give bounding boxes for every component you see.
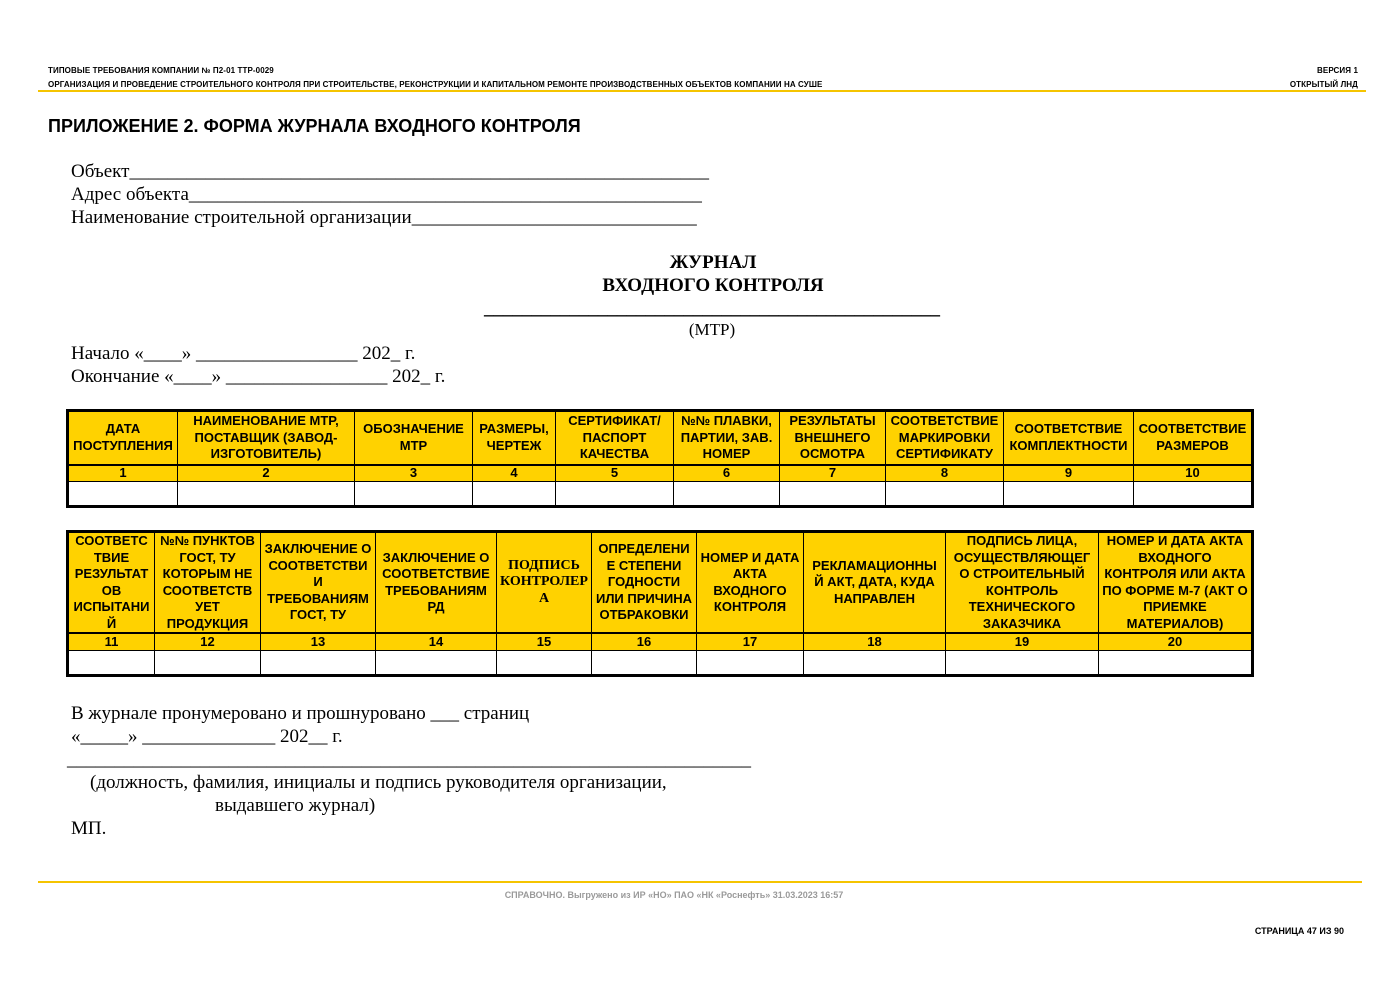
col-number: 4 bbox=[473, 465, 556, 482]
signature-caption-2: выдавшего журнал) bbox=[215, 795, 376, 816]
col-header-18: РЕКЛАМАЦИОННЫ Й АКТ, ДАТА, КУДА НАПРАВЛЕН bbox=[804, 532, 946, 634]
col-header-9: СООТВЕТСТВИЕ КОМПЛЕКТНОСТИ bbox=[1004, 411, 1134, 465]
empty-cell[interactable] bbox=[1004, 482, 1134, 507]
object-field: Объект_____________________________________________________________ bbox=[71, 161, 709, 182]
journal-table-2 bbox=[66, 530, 1254, 677]
col-header-2: НАИМЕНОВАНИЕ МТР, ПОСТАВЩИК (ЗАВОД-ИЗГОТОВИТЕЛЬ) bbox=[178, 411, 355, 465]
empty-cell[interactable] bbox=[946, 650, 1099, 675]
col-number: 15 bbox=[497, 633, 592, 650]
col-header-5: СЕРТИФИКАТ/ ПАСПОРТ КАЧЕСТВА bbox=[556, 411, 674, 465]
signature-line: ________________________________________________________________________ bbox=[67, 749, 751, 770]
journal-title-line1: ЖУРНАЛ bbox=[669, 252, 757, 273]
col-header-16: ОПРЕДЕЛЕНИ Е СТЕПЕНИ ГОДНОСТИ ИЛИ ПРИЧИНА ОТБРАКОВКИ bbox=[592, 532, 697, 634]
col-number: 18 bbox=[804, 633, 946, 650]
col-header-6: №№ ПЛАВКИ, ПАРТИИ, ЗАВ. НОМЕР bbox=[674, 411, 780, 465]
doc-code: ТИПОВЫЕ ТРЕБОВАНИЯ КОМПАНИИ № П2-01 ТТР-0029 bbox=[48, 66, 274, 75]
col-header-10: СООТВЕТСТВИЕ РАЗМЕРОВ bbox=[1134, 411, 1253, 465]
col-header-15: ПОДПИСЬ КОНТРОЛЕР А bbox=[497, 532, 592, 634]
empty-cell[interactable] bbox=[155, 650, 261, 675]
col-number: 19 bbox=[946, 633, 1099, 650]
journal-table-1 bbox=[66, 409, 1254, 508]
empty-cell[interactable] bbox=[68, 650, 155, 675]
empty-cell[interactable] bbox=[473, 482, 556, 507]
col-header-8: СООТВЕТСТВИЕ МАРКИРОВКИ СЕРТИФИКАТУ bbox=[886, 411, 1004, 465]
journal-subtitle: (МТР) bbox=[688, 320, 736, 339]
col-header-4: РАЗМЕРЫ, ЧЕРТЕЖ bbox=[473, 411, 556, 465]
col-header-3: ОБОЗНАЧЕНИЕ МТР bbox=[355, 411, 473, 465]
col-number: 16 bbox=[592, 633, 697, 650]
empty-cell[interactable] bbox=[1134, 482, 1253, 507]
section-title: ПРИЛОЖЕНИЕ 2. ФОРМА ЖУРНАЛА ВХОДНОГО КОНТРОЛЯ bbox=[48, 116, 581, 136]
export-note: СПРАВОЧНО. Выгружено из ИР «НО» ПАО «НК «Роснефть» 31.03.2023 16:57 bbox=[504, 890, 844, 900]
journal-mtr-line: ________________________________________________ bbox=[484, 298, 940, 319]
header-divider bbox=[38, 90, 1366, 92]
date-line: «_____» ______________ 202__ г. bbox=[71, 726, 343, 747]
col-number: 5 bbox=[556, 465, 674, 482]
journal-title-line2: ВХОДНОГО КОНТРОЛЯ bbox=[602, 275, 824, 296]
organization-field: Наименование строительной организации______________________________ bbox=[71, 207, 697, 228]
col-header-1: ДАТА ПОСТУПЛЕНИЯ bbox=[68, 411, 178, 465]
col-header-14: ЗАКЛЮЧЕНИЕ О СООТВЕТСТВИЕ ТРЕБОВАНИЯМ РД bbox=[376, 532, 497, 634]
col-number: 11 bbox=[68, 633, 155, 650]
signature-caption-1: (должность, фамилия, инициалы и подпись руководителя организации, bbox=[90, 772, 667, 793]
col-number: 13 bbox=[261, 633, 376, 650]
doc-access: ОТКРЫТЫЙ ЛНД bbox=[1289, 80, 1358, 89]
page-number: СТРАНИЦА 47 ИЗ 90 bbox=[1254, 926, 1344, 936]
footer-divider bbox=[38, 881, 1362, 883]
col-number: 8 bbox=[886, 465, 1004, 482]
doc-title: ОРГАНИЗАЦИЯ И ПРОВЕДЕНИЕ СТРОИТЕЛЬНОГО КОНТРОЛЯ ПРИ СТРОИТЕЛЬСТВЕ, РЕКОНСТРУКЦИИ И КАПИТАЛЬНОМ РЕМОНТЕ ПРОИЗВОДСТВЕННЫХ ОБЪЕКТОВ КОМПАНИИ НА СУШЕ bbox=[48, 80, 823, 89]
col-number: 20 bbox=[1099, 633, 1253, 650]
doc-version: ВЕРСИЯ 1 bbox=[1317, 66, 1358, 75]
empty-cell[interactable] bbox=[556, 482, 674, 507]
empty-cell[interactable] bbox=[497, 650, 592, 675]
col-header-19: ПОДПИСЬ ЛИЦА, ОСУЩЕСТВЛЯЮЩЕГ О СТРОИТЕЛЬНЫЙ КОНТРОЛЬ ТЕХНИЧЕСКОГО ЗАКАЗЧИКА bbox=[946, 532, 1099, 634]
col-header-12: №№ ПУНКТОВ ГОСТ, ТУ КОТОРЫМ НЕ СООТВЕТСТВ УЕТ ПРОДУКЦИЯ bbox=[155, 532, 261, 634]
empty-cell[interactable] bbox=[261, 650, 376, 675]
empty-cell[interactable] bbox=[780, 482, 886, 507]
empty-cell[interactable] bbox=[1099, 650, 1253, 675]
empty-cell[interactable] bbox=[178, 482, 355, 507]
empty-cell[interactable] bbox=[674, 482, 780, 507]
pages-count-line: В журнале пронумеровано и прошнуровано ___ страниц bbox=[71, 703, 530, 724]
col-number: 17 bbox=[697, 633, 804, 650]
address-field: Адрес объекта______________________________________________________ bbox=[71, 184, 702, 205]
empty-cell[interactable] bbox=[68, 482, 178, 507]
empty-cell[interactable] bbox=[355, 482, 473, 507]
journal-start: Начало «____» _________________ 202_ г. bbox=[71, 343, 416, 364]
col-number: 10 bbox=[1134, 465, 1253, 482]
stamp-label: МП. bbox=[71, 818, 107, 839]
empty-cell[interactable] bbox=[804, 650, 946, 675]
journal-end: Окончание «____» _________________ 202_ г. bbox=[71, 366, 446, 387]
col-number: 7 bbox=[780, 465, 886, 482]
empty-cell[interactable] bbox=[697, 650, 804, 675]
col-header-11: СООТВЕТС ТВИЕ РЕЗУЛЬТАТ ОВ ИСПЫТАНИ Й bbox=[68, 532, 155, 634]
col-number: 14 bbox=[376, 633, 497, 650]
empty-cell[interactable] bbox=[886, 482, 1004, 507]
col-header-7: РЕЗУЛЬТАТЫ ВНЕШНЕГО ОСМОТРА bbox=[780, 411, 886, 465]
col-header-13: ЗАКЛЮЧЕНИЕ О СООТВЕТСТВИ И ТРЕБОВАНИЯМ ГОСТ, ТУ bbox=[261, 532, 376, 634]
empty-cell[interactable] bbox=[592, 650, 697, 675]
col-number: 1 bbox=[68, 465, 178, 482]
empty-cell[interactable] bbox=[376, 650, 497, 675]
col-number: 3 bbox=[355, 465, 473, 482]
col-number: 9 bbox=[1004, 465, 1134, 482]
col-header-17: НОМЕР И ДАТА АКТА ВХОДНОГО КОНТРОЛЯ bbox=[697, 532, 804, 634]
col-number: 2 bbox=[178, 465, 355, 482]
col-header-20: НОМЕР И ДАТА АКТА ВХОДНОГО КОНТРОЛЯ ИЛИ АКТА ПО ФОРМЕ М-7 (АКТ О ПРИЕМКЕ МАТЕРИАЛОВ) bbox=[1099, 532, 1253, 634]
col-number: 6 bbox=[674, 465, 780, 482]
col-number: 12 bbox=[155, 633, 261, 650]
